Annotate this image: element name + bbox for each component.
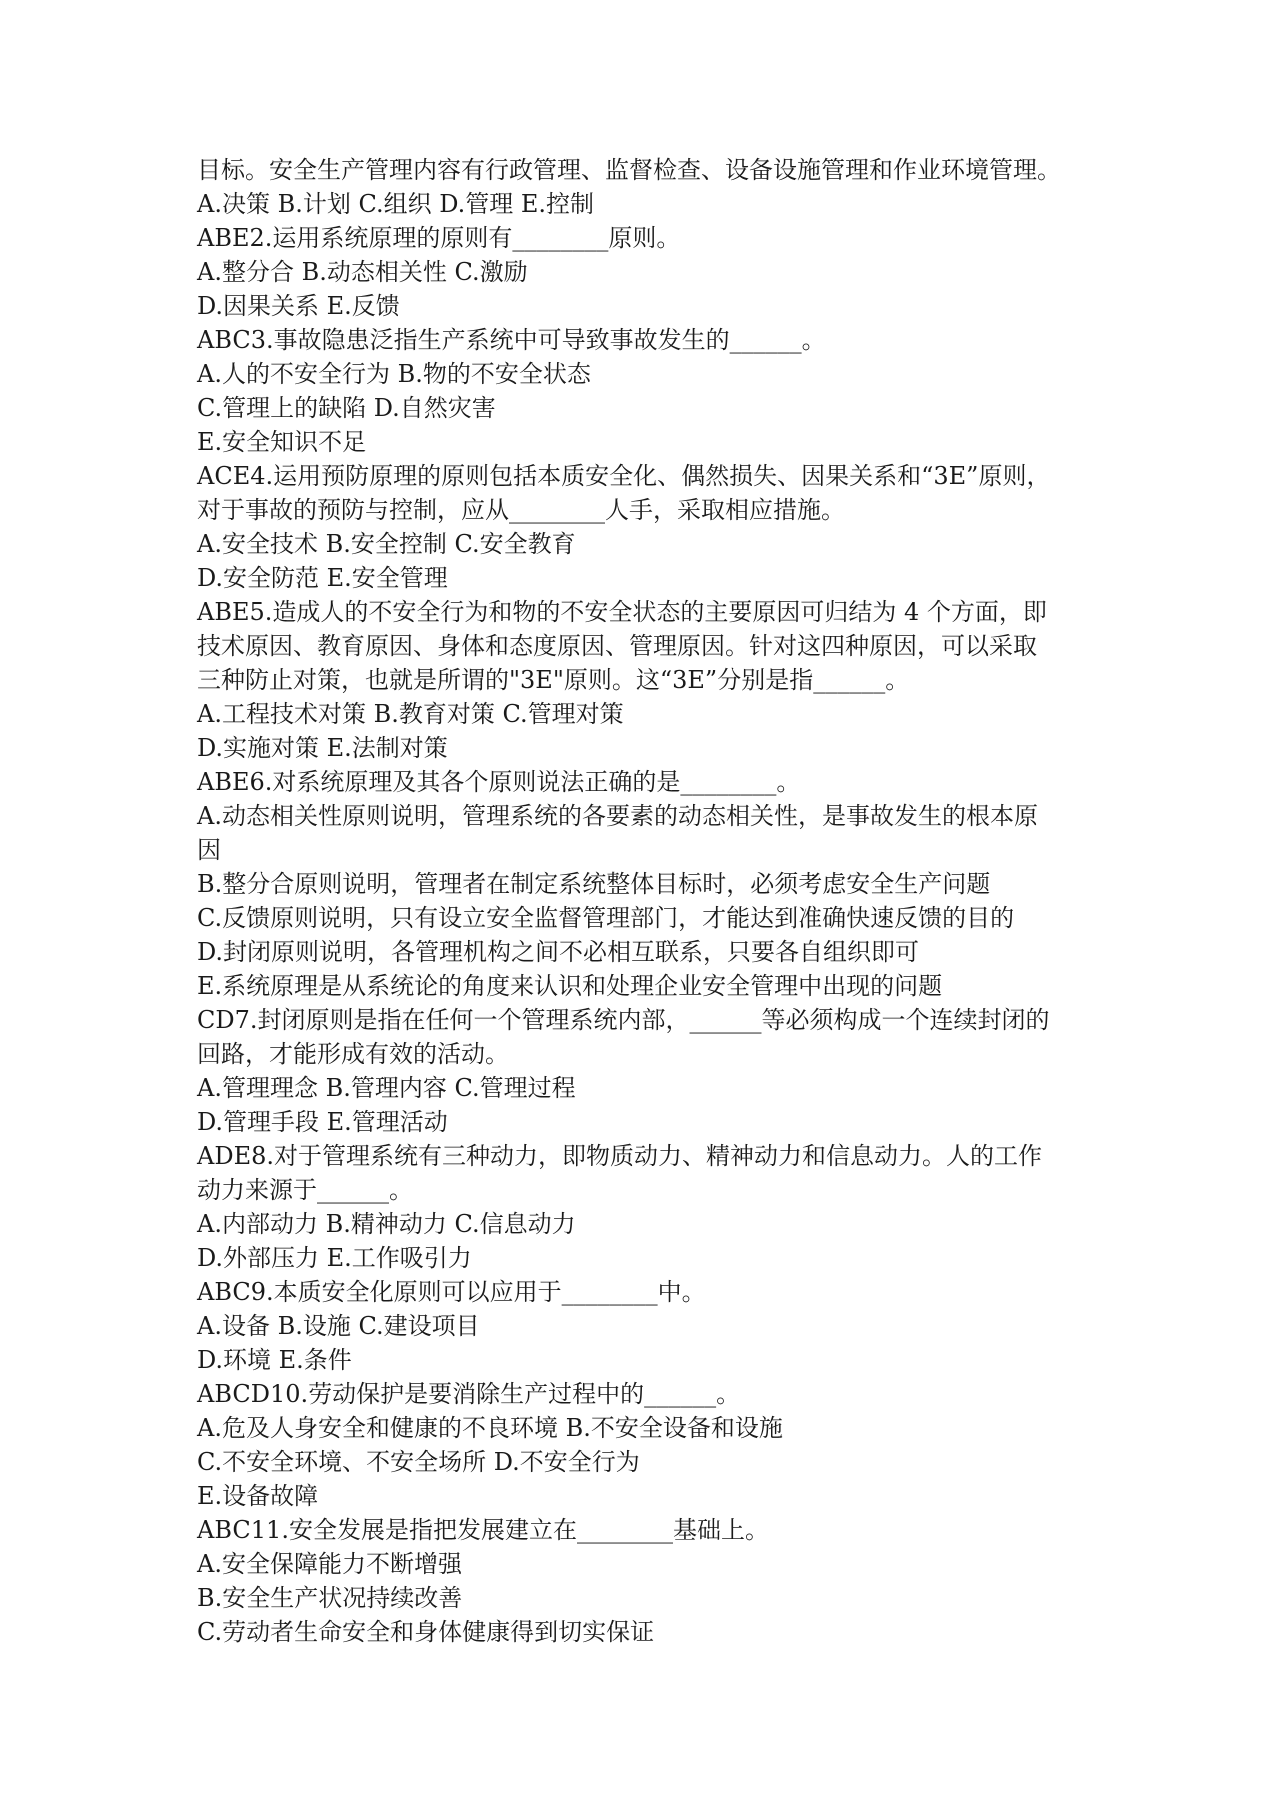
text-line: 目标。安全生产管理内容有行政管理、监督检查、设备设施管理和作业环境管理。: [197, 156, 1061, 184]
text-line: ACE4.运用预防原理的原则包括本质安全化、偶然损失、因果关系和“3E”原则，: [197, 462, 1051, 490]
text-line: ABCD10.劳动保护是要消除生产过程中的______。: [197, 1380, 741, 1408]
text-line: D.实施对策 E.法制对策: [197, 734, 448, 762]
text-line: 因: [197, 836, 221, 864]
text-line: 回路，才能形成有效的活动。: [197, 1040, 509, 1068]
text-line: A.危及人身安全和健康的不良环境 B.不安全设备和设施: [197, 1414, 783, 1442]
text-line: B.安全生产状况持续改善: [197, 1584, 463, 1612]
text-line: 三种防止对策，也就是所谓的"3E"原则。这“3E”分别是指______。: [197, 666, 910, 694]
text-line: ABC11.安全发展是指把发展建立在________基础上。: [197, 1516, 769, 1544]
text-line: C.管理上的缺陷 D.自然灾害: [197, 394, 496, 422]
text-line: ADE8.对于管理系统有三种动力，即物质动力、精神动力和信息动力。人的工作: [197, 1142, 1042, 1170]
text-line: A.设备 B.设施 C.建设项目: [197, 1312, 480, 1340]
text-line: CD7.封闭原则是指在任何一个管理系统内部，______等必须构成一个连续封闭的: [197, 1006, 1050, 1034]
text-line: D.封闭原则说明，各管理机构之间不必相互联系，只要各自组织即可: [197, 938, 920, 966]
text-line: ABE2.运用系统原理的原则有________原则。: [197, 224, 681, 252]
text-line: A.内部动力 B.精神动力 C.信息动力: [197, 1210, 576, 1238]
text-line: E.系统原理是从系统论的角度来认识和处理企业安全管理中出现的问题: [197, 972, 943, 1000]
text-line: A.整分合 B.动态相关性 C.激励: [197, 258, 528, 286]
text-line: A.动态相关性原则说明，管理系统的各要素的动态相关性，是事故发生的根本原: [197, 802, 1038, 830]
text-line: C.不安全环境、不安全场所 D.不安全行为: [197, 1448, 640, 1476]
text-line: C.反馈原则说明，只有设立安全监督管理部门，才能达到准确快速反馈的目的: [197, 904, 1015, 932]
text-line: D.环境 E.条件: [197, 1346, 352, 1374]
text-line: A.决策 B.计划 C.组织 D.管理 E.控制: [197, 190, 595, 218]
text-line: ABE5.造成人的不安全行为和物的不安全状态的主要原因可归结为 4 个方面，即: [197, 598, 1047, 626]
text-line: 技术原因、教育原因、身体和态度原因、管理原因。针对这四种原因，可以采取: [197, 632, 1037, 660]
text-line: A.安全技术 B.安全控制 C.安全教育: [197, 530, 576, 558]
text-line: B.整分合原则说明，管理者在制定系统整体目标时，必须考虑安全生产问题: [197, 870, 991, 898]
text-line: D.管理手段 E.管理活动: [197, 1108, 448, 1136]
text-line: ABE6.对系统原理及其各个原则说法正确的是________。: [197, 768, 801, 796]
text-line: A.管理理念 B.管理内容 C.管理过程: [197, 1074, 576, 1102]
document-body: [197, 153, 1097, 1649]
text-line: D.外部压力 E.工作吸引力: [197, 1244, 472, 1272]
text-line: A.安全保障能力不断增强: [197, 1550, 462, 1578]
text-line: ABC3.事故隐患泛指生产系统中可导致事故发生的______。: [197, 326, 826, 354]
text-line: E.安全知识不足: [197, 428, 367, 456]
text-line: ABC9.本质安全化原则可以应用于________中。: [197, 1278, 706, 1306]
text-line: A.人的不安全行为 B.物的不安全状态: [197, 360, 591, 388]
text-line: D.安全防范 E.安全管理: [197, 564, 448, 592]
text-line: E.设备故障: [197, 1482, 319, 1510]
text-line: 对于事故的预防与控制，应从________人手，采取相应措施。: [197, 496, 845, 524]
text-line: C.劳动者生命安全和身体健康得到切实保证: [197, 1618, 655, 1646]
text-line: A.工程技术对策 B.教育对策 C.管理对策: [197, 700, 624, 728]
text-line: D.因果关系 E.反馈: [197, 292, 400, 320]
text-line: 动力来源于______。: [197, 1176, 413, 1204]
